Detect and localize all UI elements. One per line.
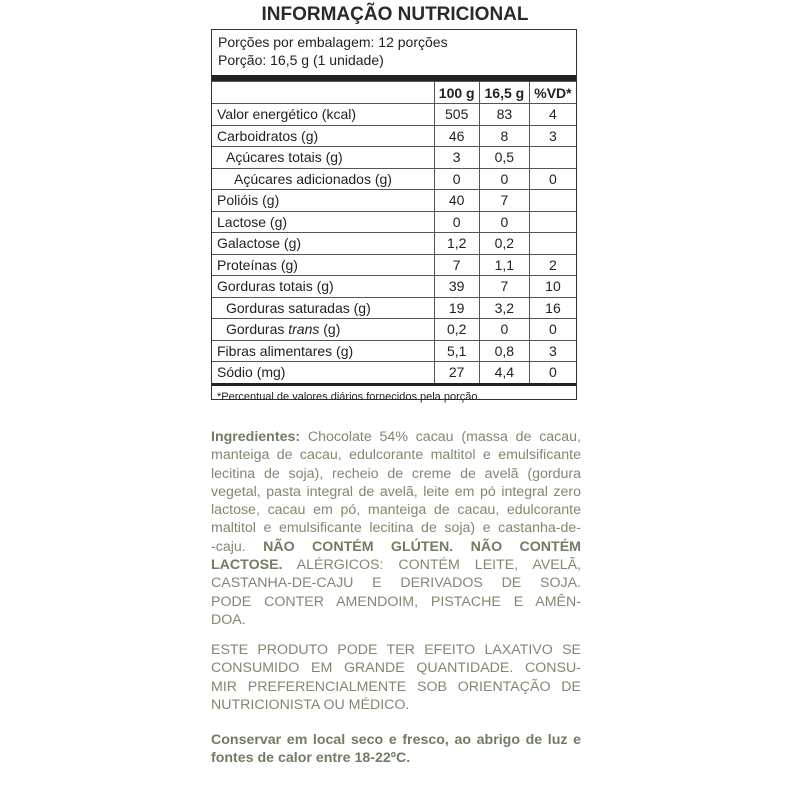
nutrient-value: 1,2 [434,233,479,255]
text-line: manteiga de cacau, edulcorante maltitol e emulsificante [211,447,581,464]
nutrient-value [529,233,576,255]
nutrient-name: Açúcares adicionados (g) [212,168,434,190]
nutrient-name: Carboidratos (g) [212,125,434,147]
nutrient-value: 7 [434,254,479,276]
nutrient-value: 0 [529,362,576,385]
nutrient-value: 27 [434,362,479,385]
nutrient-value [529,147,576,169]
text-line [211,538,581,556]
storage-instructions [211,731,581,768]
gluten-free-notice: NÃO CONTÉM GLÚTEN. NÃO CONTÉM [263,538,581,555]
column-header: %VD* [529,82,576,104]
nutrient-name: Gorduras saturadas (g) [212,297,434,319]
table-row [212,340,576,362]
nutrient-value: 0,2 [479,233,529,255]
nutrient-value: 0 [479,319,529,341]
nutrient-table [212,81,576,386]
text-line: NUTRICIONISTA OU MÉDICO. [211,696,410,713]
nutrient-value: 40 [434,190,479,212]
nutrient-value [529,211,576,233]
table-row [212,211,576,233]
nutrient-name: Sódio (mg) [212,362,434,385]
nutrient-value: 0 [529,168,576,190]
nutrient-value: 0 [479,168,529,190]
column-header: 16,5 g [479,82,529,104]
text-line: DOA. [211,611,246,628]
nutrient-value: 8 [479,125,529,147]
table-row [212,147,576,169]
nutrient-value: 0,5 [479,147,529,169]
nutrient-name: Gorduras trans (g) [212,319,434,341]
text-line: vegetal, pasta integral de avelã, leite em pó integral zero [211,483,581,500]
nutrient-value: 0,8 [479,340,529,362]
text-line: CONSUMIDO EM GRANDE QUANTIDADE. CONSU- [211,660,581,677]
ingredients-text [211,428,581,629]
nutrient-value: 0 [479,211,529,233]
nutrient-name: Valor energético (kcal) [212,104,434,126]
nutrient-value: 16 [529,297,576,319]
table-row [212,190,576,212]
text-span: -caju. [211,538,264,555]
nutrient-value: 0 [434,211,479,233]
column-header [212,82,434,104]
nutrition-facts-table [211,29,577,403]
text-line [211,556,581,574]
nutrient-value: 3 [529,340,576,362]
text-line: lactose, cacau em pó, manteiga de cacau, edulcorante [211,502,581,519]
nutrient-value: 4 [529,104,576,126]
nutrient-name: Fibras alimentares (g) [212,340,434,362]
nutrient-name: Polióis (g) [212,190,434,212]
text-line: maltitol e emulsificante lecitina de soja) e castanha-de- [211,520,581,537]
table-row [212,319,576,341]
footnote: *Percentual de valores diários fornecidos pela porção. [217,390,481,403]
nutrient-value: 19 [434,297,479,319]
nutrient-value: 4,4 [479,362,529,385]
ingredients-label: Ingredientes: [211,429,301,445]
nutrient-value: 83 [479,104,529,126]
text-line: PODE CONTER AMENDOIM, PISTACHE E AMÊN- [211,593,581,610]
serving-size: Porção: 16,5 g (1 unidade) [218,52,384,68]
text-line: Conservar em local seco e fresco, ao abrigo de luz e [211,732,581,748]
nutrient-value: 505 [434,104,479,126]
text-line: MIR PREFERENCIALMENTE SOB ORIENTAÇÃO DE [211,678,581,695]
nutrient-value: 5,1 [434,340,479,362]
text-line [211,428,581,446]
table-row [212,168,576,190]
table-row [212,125,576,147]
allergens: ALÉRGICOS: CONTÉM LEITE, AVELÃ, [282,557,581,574]
nutrient-value: 7 [479,190,529,212]
nutrient-value: 46 [434,125,479,147]
nutrient-name: Gorduras totais (g) [212,276,434,298]
text-line: lecitina de soja), recheio de creme de avelã (gordura [211,465,581,482]
table-row [212,362,576,385]
nutrient-value: 2 [529,254,576,276]
text-span: Chocolate 54% cacau (massa de cacau, [300,429,581,445]
header-row [212,82,576,104]
nutrient-value: 0 [529,319,576,341]
nutrient-name: Lactose (g) [212,211,434,233]
nutrient-value [529,190,576,212]
nutrient-value: 3 [434,147,479,169]
table-row [212,254,576,276]
nutrient-value: 3,2 [479,297,529,319]
table-row [212,233,576,255]
nutrient-value: 3 [529,125,576,147]
column-header: 100 g [434,82,479,104]
laxative-warning [211,641,581,714]
nutrient-value: 1,1 [479,254,529,276]
nutrient-name: Proteínas (g) [212,254,434,276]
lactose-free-notice: LACTOSE. [211,557,283,574]
nutrient-value: 7 [479,276,529,298]
table-row [212,276,576,298]
text-line: fontes de calor entre 18-22ºC. [211,750,411,767]
nutrition-title: INFORMAÇÃO NUTRICIONAL [261,4,529,25]
nutrient-value: 10 [529,276,576,298]
table-row [212,104,576,126]
servings-per-package: Porções por embalagem: 12 porções [218,34,448,50]
text-line: ESTE PRODUTO PODE TER EFEITO LAXATIVO SE [211,642,581,658]
nutrient-name: Açúcares totais (g) [212,147,434,169]
table-row [212,297,576,319]
nutrient-name: Galactose (g) [212,233,434,255]
nutrient-value: 0 [434,168,479,190]
nutrient-value: 39 [434,276,479,298]
nutrient-value: 0,2 [434,319,479,341]
text-line: CASTANHA-DE-CAJU E DERIVADOS DE SOJA. [211,575,581,592]
